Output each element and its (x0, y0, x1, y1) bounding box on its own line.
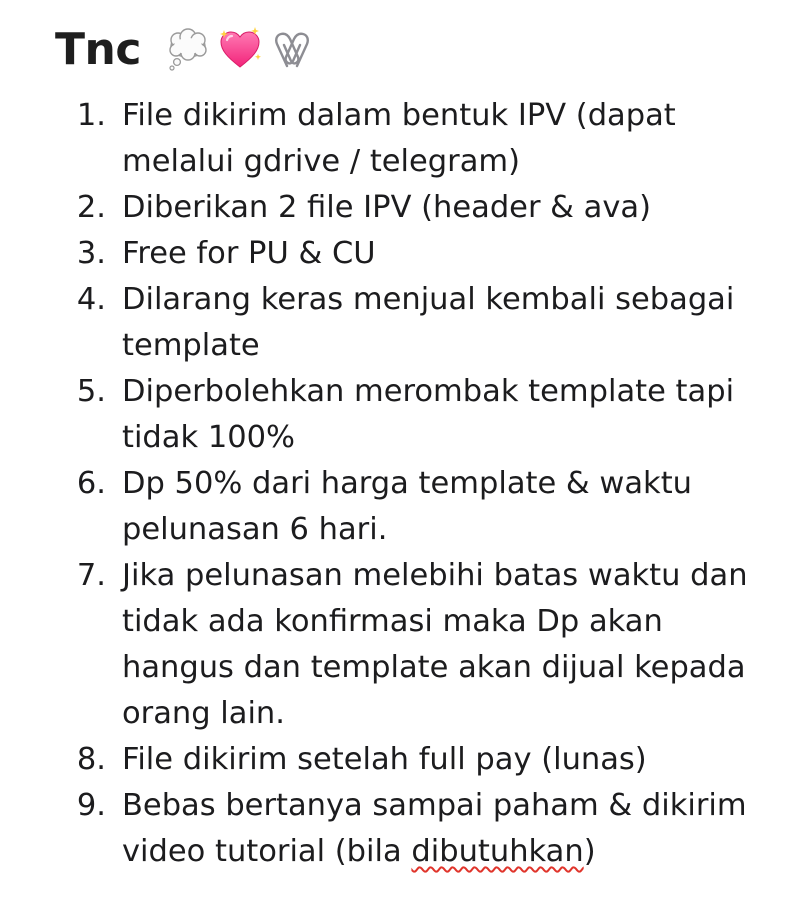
list-number: 1. (76, 98, 106, 133)
list-item[interactable] (0, 553, 803, 737)
list-item[interactable] (0, 783, 803, 875)
list-number: 3. (76, 236, 106, 271)
list-number: 8. (76, 742, 106, 777)
title-row (55, 18, 315, 80)
list-number: 9. (76, 788, 106, 823)
list-text-part: Bebas bertanya sampai paham & dikirim video tutorial (bila (122, 788, 747, 869)
list-text: Diberikan 2 file IPV (header & ava) (122, 190, 651, 225)
title-emoji-group (165, 26, 315, 72)
list-number: 7. (76, 558, 106, 593)
list-item[interactable] (0, 185, 803, 231)
list-text: File dikirim dalam bentuk IPV (dapat melalui gdrive / telegram) (122, 98, 676, 179)
list-number: 4. (76, 282, 106, 317)
thought-balloon-icon (165, 26, 211, 72)
list-item[interactable] (0, 277, 803, 369)
misspelled-word[interactable]: dibutuhkan (411, 834, 584, 869)
paperclips-icon (269, 26, 315, 72)
list-item[interactable] (0, 93, 803, 185)
tnc-list (0, 93, 803, 875)
list-text-part: ) (583, 834, 596, 869)
list-text (122, 783, 763, 875)
list-text: File dikirim setelah full pay (lunas) (122, 742, 647, 777)
list-number: 6. (76, 466, 106, 501)
list-item[interactable] (0, 231, 803, 277)
list-text: Free for PU & CU (122, 236, 376, 271)
list-text: Jika pelunasan melebihi batas waktu dan tidak ada konfirmasi maka Dp akan hangus dan template akan dijual kepada orang lain. (122, 558, 748, 731)
list-text: Dilarang keras menjual kembali sebagai template (122, 282, 735, 363)
list-item[interactable] (0, 369, 803, 461)
sparkling-heart-icon (217, 26, 263, 72)
list-item[interactable] (0, 461, 803, 553)
list-text: Diperbolehkan merombak template tapi tidak 100% (122, 374, 735, 455)
list-item[interactable] (0, 737, 803, 783)
list-number: 2. (76, 190, 106, 225)
note-title[interactable]: Tnc (55, 23, 141, 75)
list-number: 5. (76, 374, 106, 409)
list-text: Dp 50% dari harga template & waktu pelunasan 6 hari. (122, 466, 692, 547)
